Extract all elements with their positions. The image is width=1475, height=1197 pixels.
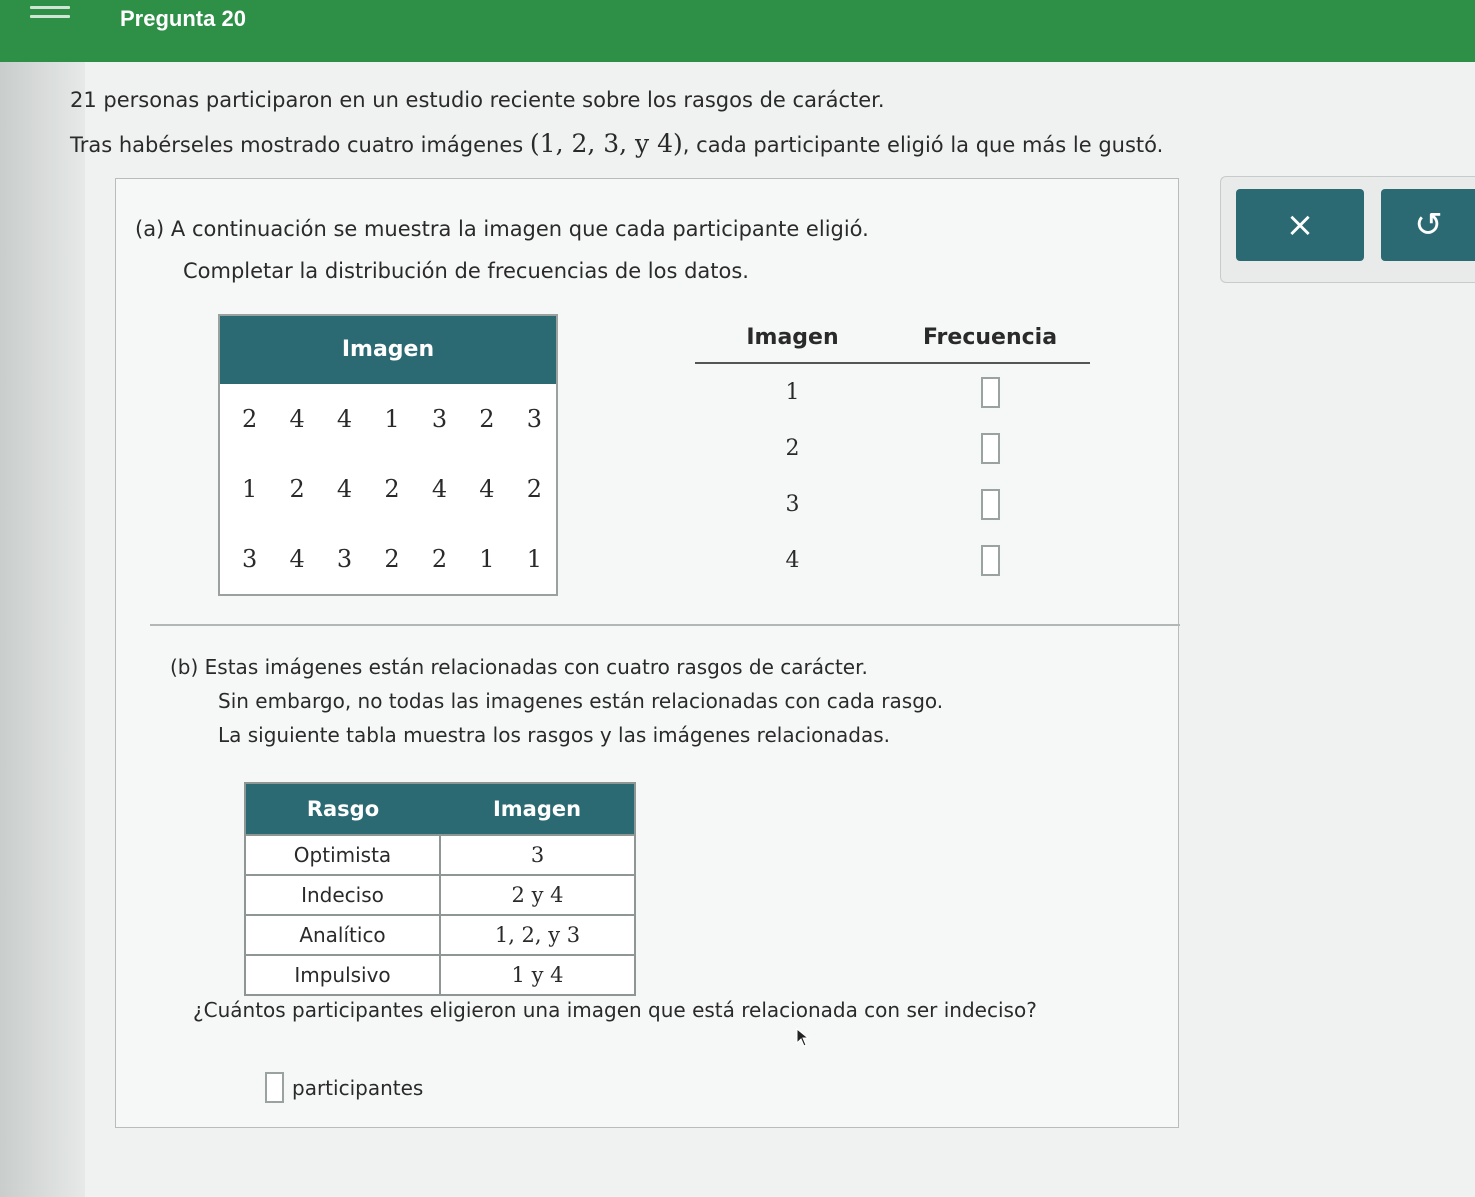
participants-input[interactable] bbox=[265, 1072, 284, 1103]
data-cell: 4 bbox=[336, 405, 353, 433]
frequency-row bbox=[695, 364, 1090, 420]
frequency-input-3[interactable] bbox=[981, 489, 1000, 520]
col-rasgo-header: Rasgo bbox=[245, 783, 440, 835]
table-row bbox=[245, 915, 635, 955]
trait-name: Indeciso bbox=[245, 875, 440, 915]
section-divider bbox=[150, 624, 1180, 626]
undo-icon: ↺ bbox=[1414, 205, 1443, 245]
menu-icon[interactable] bbox=[30, 0, 70, 20]
data-cell: 4 bbox=[336, 475, 353, 503]
data-cell: 4 bbox=[431, 475, 448, 503]
intro-line-2-end: , cada participante eligió la que más le gustó. bbox=[682, 133, 1164, 157]
table-row bbox=[245, 955, 635, 995]
raw-data-header: Imagen bbox=[220, 316, 556, 384]
top-bar bbox=[0, 0, 1475, 62]
page-title: Pregunta 20 bbox=[120, 6, 246, 31]
intro-line-2 bbox=[70, 122, 1163, 167]
data-cell: 3 bbox=[242, 545, 258, 573]
part-a-line-2: Completar la distribución de frecuencias de los datos. bbox=[183, 259, 749, 283]
frequency-row-image: 4 bbox=[785, 547, 800, 573]
data-cell: 2 bbox=[289, 475, 305, 503]
trait-images: 1 y 4 bbox=[440, 955, 635, 995]
data-cell: 3 bbox=[526, 405, 542, 433]
data-cell: 1 bbox=[479, 545, 495, 573]
left-shade bbox=[0, 62, 85, 1197]
data-cell: 3 bbox=[336, 545, 353, 573]
trait-images: 3 bbox=[440, 835, 635, 875]
data-cell: 2 bbox=[242, 405, 258, 433]
data-cell: 2 bbox=[526, 475, 542, 503]
trait-table bbox=[244, 782, 636, 996]
data-cell: 1 bbox=[242, 475, 258, 503]
raw-data-row bbox=[220, 524, 556, 594]
frequency-row bbox=[695, 532, 1090, 588]
frequency-row-image: 3 bbox=[785, 491, 800, 517]
data-cell: 1 bbox=[384, 405, 400, 433]
intro-line-2-text: Tras habérseles mostrado cuatro imágenes bbox=[70, 133, 530, 157]
data-cell: 2 bbox=[479, 405, 495, 433]
table-row bbox=[245, 875, 635, 915]
data-cell: 4 bbox=[479, 475, 495, 503]
part-b-question: ¿Cuántos participantes eligieron una imagen que está relacionada con ser indeciso? bbox=[193, 998, 1037, 1022]
close-icon: × bbox=[1285, 205, 1315, 245]
clear-button[interactable] bbox=[1236, 189, 1364, 261]
frequency-row bbox=[695, 420, 1090, 476]
frequency-table-header bbox=[695, 312, 1090, 364]
frequency-table bbox=[695, 312, 1090, 588]
data-cell: 3 bbox=[431, 405, 448, 433]
frequency-input-2[interactable] bbox=[981, 433, 1000, 464]
table-row bbox=[245, 835, 635, 875]
problem-intro bbox=[70, 78, 1163, 167]
frequency-input-1[interactable] bbox=[981, 377, 1000, 408]
undo-button[interactable] bbox=[1381, 189, 1475, 261]
raw-data-row bbox=[220, 454, 556, 524]
intro-math: (1, 2, 3, y 4) bbox=[529, 129, 683, 158]
frequency-row bbox=[695, 476, 1090, 532]
data-cell: 4 bbox=[289, 405, 305, 433]
part-a-line-1: (a) A continuación se muestra la imagen que cada participante eligió. bbox=[135, 217, 869, 241]
frequency-input-4[interactable] bbox=[981, 545, 1000, 576]
trait-images: 1, 2, y 3 bbox=[440, 915, 635, 955]
part-b-line-1: (b) Estas imágenes están relacionadas con cuatro rasgos de carácter. bbox=[170, 655, 868, 679]
answer-line bbox=[265, 1072, 423, 1103]
trait-name: Analítico bbox=[245, 915, 440, 955]
col-imagen-header: Imagen bbox=[440, 783, 635, 835]
part-b-line-2: Sin embargo, no todas las imagenes están relacionadas con cada rasgo. bbox=[218, 689, 944, 713]
raw-data-table bbox=[218, 314, 558, 596]
mouse-cursor-icon bbox=[796, 1028, 810, 1048]
raw-data-row bbox=[220, 384, 556, 454]
data-cell: 1 bbox=[526, 545, 542, 573]
data-cell: 4 bbox=[289, 545, 305, 573]
part-b-line-3: La siguiente tabla muestra los rasgos y las imágenes relacionadas. bbox=[218, 723, 891, 747]
trait-name: Impulsivo bbox=[245, 955, 440, 995]
data-cell: 2 bbox=[431, 545, 448, 573]
tools-panel bbox=[1220, 176, 1475, 283]
part-b-instructions bbox=[170, 650, 943, 752]
col-frecuencia-header: Frecuencia bbox=[922, 324, 1058, 350]
col-imagen-header: Imagen bbox=[746, 324, 839, 350]
answer-unit: participantes bbox=[292, 1075, 424, 1100]
frequency-row-image: 1 bbox=[785, 379, 800, 405]
part-a-instructions bbox=[135, 208, 869, 292]
trait-name: Optimista bbox=[245, 835, 440, 875]
data-cell: 2 bbox=[384, 475, 400, 503]
data-cell: 2 bbox=[384, 545, 400, 573]
intro-line-1: 21 personas participaron en un estudio reciente sobre los rasgos de carácter. bbox=[70, 88, 885, 112]
frequency-row-image: 2 bbox=[785, 435, 800, 461]
trait-images: 2 y 4 bbox=[440, 875, 635, 915]
